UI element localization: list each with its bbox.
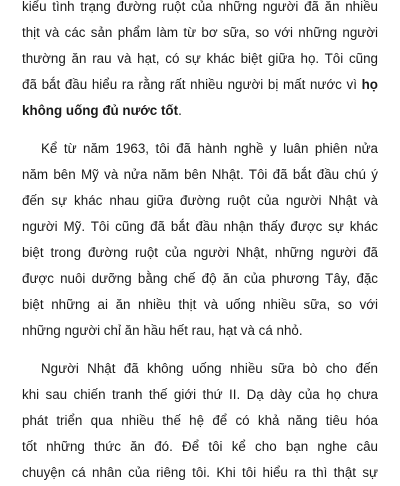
text-line xyxy=(0,72,400,98)
text-line: được nuôi dưỡng bằng chế độ ăn của phương Tây, đặc xyxy=(22,271,378,286)
text-line: biệt trong đường ruột của người Nhật, những người đã xyxy=(22,245,378,260)
text-line: biệt những ai ăn nhiều thịt và uống nhiều sữa, so với xyxy=(22,297,378,312)
text-line: chuyện cá nhân của riêng tôi. Khi tôi hiểu ra thì thật sự xyxy=(22,465,378,480)
paragraph-gap xyxy=(0,124,400,136)
text-line: tốt những thức ăn đó. Để tôi kể cho bạn nghe câu xyxy=(22,439,378,454)
paragraph-2 xyxy=(0,136,400,344)
bold-text: họ xyxy=(361,77,378,92)
text-line: thịt và các sản phẩm làm từ bơ sữa, so với những người xyxy=(22,25,378,40)
text-line xyxy=(0,98,400,124)
text-line: kiểu tình trạng đường ruột của những người đã ăn nhiều xyxy=(22,0,378,14)
text-line: người Mỹ. Tôi cũng đã bắt đầu nhận thấy được sự khác xyxy=(22,219,378,234)
paragraph-gap xyxy=(0,344,400,356)
text-line: năm bên Mỹ và nửa năm bên Nhật. Tôi đã bắt đầu chú ý xyxy=(22,167,378,182)
text-line: khi sau chiến tranh thế giới thứ II. Dạ dày của họ chưa xyxy=(22,387,378,402)
paragraph-1 xyxy=(0,0,400,124)
text-segment: đã bắt đầu hiểu ra rằng rất nhiều người bị mất nước vì xyxy=(22,77,357,92)
paragraph-3 xyxy=(0,356,400,486)
text-segment: . xyxy=(178,103,182,118)
text-line: phát triển qua nhiều thế hệ để có khả năng tiêu hóa xyxy=(22,413,378,428)
bold-text: không uống đủ nước tốt xyxy=(22,103,179,118)
text-line: Người Nhật đã không uống nhiều sữa bò cho đến xyxy=(41,361,378,376)
text-line: đến sự khác nhau giữa đường ruột của người Nhật và xyxy=(22,193,378,208)
text-line: Kể từ năm 1963, tôi đã hành nghề y luân phiên nửa xyxy=(41,141,378,156)
text-line: thường ăn rau và hạt, có sự khác biệt giữa họ. Tôi cũng xyxy=(22,51,378,66)
text-line: những người chỉ ăn hầu hết rau, hạt và cá nhỏ. xyxy=(22,323,303,338)
